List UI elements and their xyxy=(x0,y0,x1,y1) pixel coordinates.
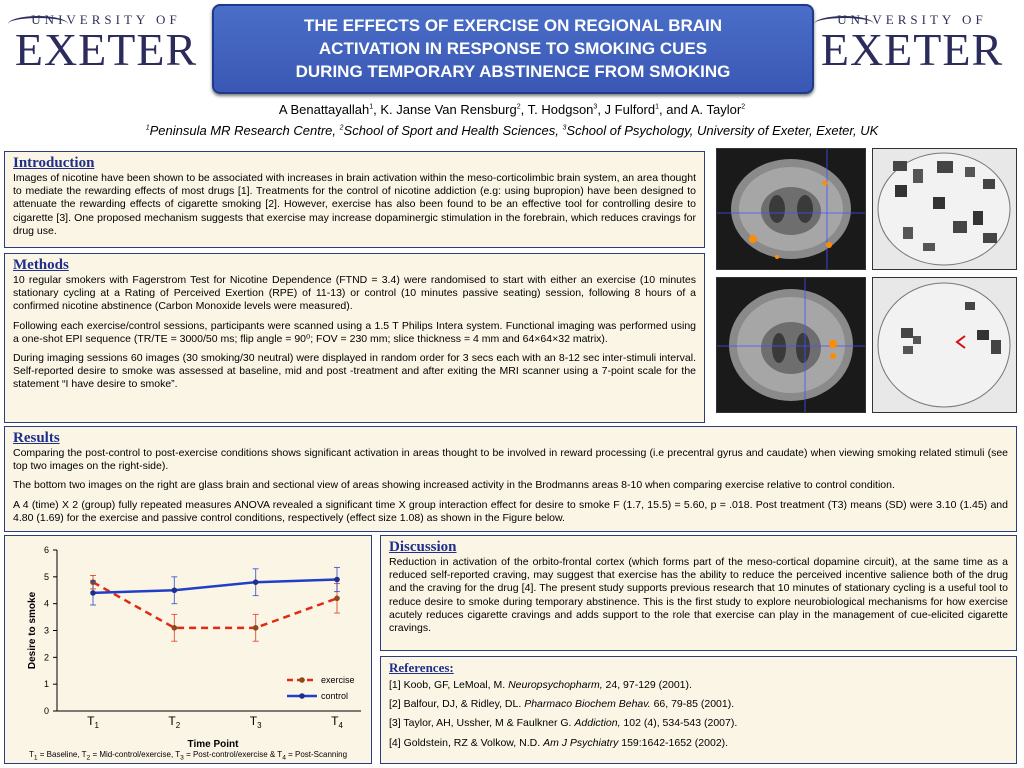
introduction-text: Images of nicotine have been shown to be associated with increases in brain activation within the meso-corticolimbic brain system, an area thought to mediate the rewarding effects of most drugs [1]. Treatments for the control of nicotine addiction (e.g: using bupropion) have been designed to attenuate the rewarding effects of cigarette smoking [2]. However, exercise has also been found to be an effective tool for controlling desire to cigarette [3]. One proposed mechanism suggests that exercise may increase dopaminergic stimulation in the forebrain, which reduces cravings for drug use. xyxy=(13,172,696,237)
discussion-section xyxy=(380,535,1017,651)
reference-item: [3] Taylor, AH, Ussher, M & Faulkner G. Addiction, 102 (4), 534-543 (2007). xyxy=(389,717,738,730)
section-heading: Discussion xyxy=(389,539,457,555)
desire-to-smoke-chart xyxy=(5,536,371,750)
data-point-control xyxy=(90,590,96,596)
results-paragraph: A 4 (time) X 2 (group) fully repeated measures ANOVA revealed a significant time X group interaction effect for desire to smoke F (1.7, 15.5) = 5.60, p = .018. Post treatment (T3) means (SD) were 3.10 (1.45) and 4.80 (1.69) for the exercise and passive control conditions, respectively (effect size 1.08) as shown in the Figure below. xyxy=(13,498,1008,524)
methods-section xyxy=(4,253,705,423)
section-heading: References: xyxy=(389,660,454,675)
data-point-control xyxy=(334,577,340,583)
mri-axial-slice xyxy=(717,149,865,269)
legend-label-exercise: exercise xyxy=(321,675,355,685)
legend-marker-exercise xyxy=(299,677,305,683)
x-tick-label: $T_1$ xyxy=(87,714,99,730)
y-axis-title: Desire to smoke xyxy=(27,591,38,670)
author: T. Hodgson$^3$, xyxy=(527,102,605,117)
references-section xyxy=(380,656,1017,764)
author: A Benattayallah$^1$, xyxy=(278,102,381,117)
author: K. Janse Van Rensburg$^2$, xyxy=(380,102,528,117)
results-paragraph: Comparing the post-control to post-exercise conditions shows significant activation in areas thought to be involved in reward processing (i.e precentral gyrus and caudate) when viewing smoking related stimuli (see top two images on the right-side). xyxy=(13,447,1008,473)
y-tick-label: 1 xyxy=(43,679,49,690)
logo-university-of: UNIVERSITY OF xyxy=(31,12,181,27)
methods-paragraph: Following each exercise/control sessions, participants were scanned using a 1.5 T Philips Intera system. Functional imaging was performed using a one-shot EPI sequence (TR/TE = 3000/50 ms; flip angle = 90⁰; FOV = 230 mm; slice thickness = 4 mm and 64×64×32 matrix). xyxy=(13,319,696,345)
reference-item: [1] Koob, GF, LeMoal, M. Neuropsychopharm, 24, 97-129 (2001). xyxy=(389,679,692,691)
logo-university-of: UNIVERSITY OF xyxy=(837,12,987,27)
legend-label-control: control xyxy=(321,691,349,701)
section-heading: Methods xyxy=(13,257,69,273)
series-line-exercise xyxy=(93,582,337,628)
y-tick-label: 3 xyxy=(43,625,49,636)
brain-section-image-bottom xyxy=(716,277,866,413)
author: A. Taylor$^2$ xyxy=(690,102,746,117)
brain-section-image-top xyxy=(716,148,866,270)
y-tick-label: 6 xyxy=(43,545,49,555)
reference-item: [4] Goldstein, RZ & Volkow, N.D. Am J Psychiatry 159:1642-1652 (2002). xyxy=(389,736,729,749)
university-logo-right xyxy=(812,10,1012,76)
affiliations-line: $^1$Peninsula MR Research Centre, $^2$School of Sport and Health Sciences, $^3$School of Psychology, University of Exeter, Exeter, UK xyxy=(145,123,879,138)
title-line: ACTIVATION IN RESPONSE TO SMOKING CUES xyxy=(318,39,708,58)
section-heading: Introduction xyxy=(13,155,95,171)
title-banner xyxy=(212,4,814,94)
legend-marker-control xyxy=(299,693,305,699)
glass-brain-image-top xyxy=(872,148,1017,270)
title-line: THE EFFECTS OF EXERCISE ON REGIONAL BRAIN xyxy=(303,16,723,35)
title-line: DURING TEMPORARY ABSTINENCE FROM SMOKING xyxy=(295,62,731,81)
data-point-control xyxy=(172,587,178,593)
results-paragraph: The bottom two images on the right are glass brain and sectional view of areas showing increased activity in the Brodmanns areas 8-10 when comparing exercise relative to control condition. xyxy=(13,479,895,492)
methods-paragraph: 10 regular smokers with Fagerstrom Test for Nicotine Dependence (FTND = 3.4) were randomised to start with either an exercise (10 minutes stationary cycling at a Rating of Perceived Exertion (RPE) of 11-13) or control (10 minutes passive seating) session, following 8 hours of a confirmed nicotine abstinence (Carbon Monoxide levels were measured). xyxy=(13,274,696,313)
series-line-control xyxy=(93,580,337,593)
logo-exeter: EXETER xyxy=(14,24,198,75)
data-point-control xyxy=(253,579,259,585)
data-point-exercise xyxy=(253,625,259,631)
section-heading: Results xyxy=(13,430,60,446)
desire-chart-panel xyxy=(4,535,372,764)
x-tick-label: $T_4$ xyxy=(331,714,343,730)
chart-caption: $T_1$ = Baseline, $T_2$ = Mid-control/exercise, $T_3$ = Post-control/exercise & $T_4$ = Post-Scanning xyxy=(28,750,348,762)
x-tick-label: $T_3$ xyxy=(249,714,262,730)
y-tick-label: 4 xyxy=(43,598,49,609)
y-tick-label: 5 xyxy=(43,571,49,582)
poster-title xyxy=(214,14,812,83)
glass-brain-plot xyxy=(873,149,1016,269)
x-axis-title: Time Point xyxy=(187,739,239,750)
mri-axial-slice xyxy=(717,278,865,412)
reference-item: [2] Balfour, DJ, & Ridley, DL. Pharmaco Biochem Behav. 66, 79-85 (2001). xyxy=(389,698,735,711)
data-point-exercise xyxy=(334,596,340,602)
y-tick-label: 0 xyxy=(43,706,49,716)
x-tick-label: $T_2$ xyxy=(168,714,181,730)
methods-paragraph: During imaging sessions 60 images (30 smoking/30 neutral) were displayed in random order for 3 secs each with an 8-12 sec inter-stimuli interval. Self-reported desire to smoke was assessed at baseline, mid and post -treatment and after exiting the MRI scanner using a 7-point scale for the statement “I have desire to smoke”. xyxy=(13,352,696,391)
university-logo-left xyxy=(6,10,206,76)
introduction-section xyxy=(4,151,705,248)
glass-brain-image-bottom xyxy=(872,277,1017,413)
author: J Fulford$^1$, and xyxy=(604,102,691,117)
logo-exeter: EXETER xyxy=(820,24,1004,75)
discussion-text: Reduction in activation of the orbito-frontal cortex (which forms part of the meso-cortical dopamine circuit), at the same time as a reduced self-reported craving, may suggest that exercise has the ability to reduce the perceived incentive salience both of the drug and the craving for the drug [4]. The present study supports previous research that 10 minutes of stationary cycling is a useful tool to reduce desire to smoke during temporary abstinence. This is the first study to explore neurobiological mechanisms for how exercise acutely reduces cigarette cravings and adds support to the role that exercise can play in the management of cue-elicited cigarette cravings. xyxy=(389,556,1008,635)
y-tick-label: 2 xyxy=(43,652,49,663)
authors-line xyxy=(0,102,1024,117)
results-section xyxy=(4,426,1017,532)
data-point-exercise xyxy=(172,625,178,631)
glass-brain-plot xyxy=(873,278,1016,412)
